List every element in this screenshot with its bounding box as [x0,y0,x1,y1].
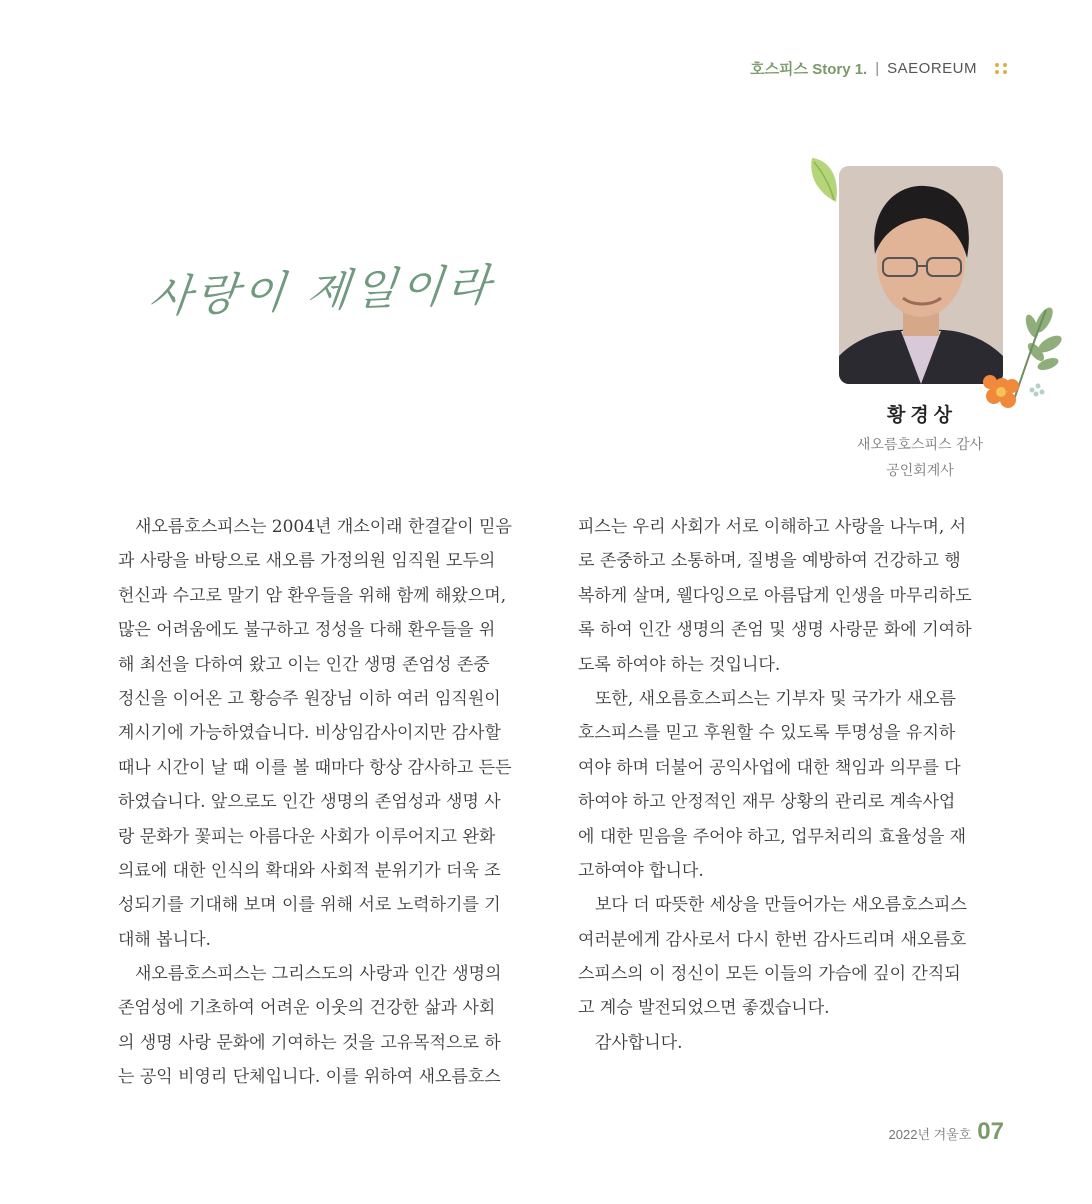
body-column-left [118,510,548,1095]
body-line: 새오름호스피스는 2004년 개소이래 한결같이 믿음 [118,517,512,537]
section-label: 호스피스 Story 1. [750,61,868,78]
body-line: 헌신과 수고로 말기 암 환우들을 위해 함께 해왔으며, [118,585,507,606]
body-line: 는 공익 비영리 단체입니다. 이를 위하여 새오름호스 [118,1067,501,1088]
body-line: 여러분에게 감사로서 다시 한번 감사드리며 새오름호 [578,929,967,950]
body-line: 과 사랑을 바탕으로 새오름 가정의원 임직원 모두의 [118,551,496,572]
body-line: 의 생명 사랑 문화에 기여하는 것을 고유목적으로 하 [118,1032,501,1053]
body-line: 계시기에 가능하였습니다. 비상임감사이지만 감사할 [118,723,501,744]
body-line: 로 존중하고 소통하며, 질병을 예방하여 건강하고 행 [578,551,961,572]
body-line: 때나 시간이 날 때 이를 볼 때마다 항상 감사하고 든든 [118,757,512,778]
issue-label: 2022년 겨울호 [888,1127,972,1142]
body-line: 또한, 새오름호스피스는 기부자 및 국가가 새오름 [578,688,956,709]
body-line: 록 하여 인간 생명의 존엄 및 생명 사랑문 화에 기여하 [578,620,972,641]
profile-photo-area [806,150,1066,410]
author-roles [820,432,1020,484]
body-line: 스피스의 이 정신이 모든 이들의 가슴에 깊이 간직되 [578,964,961,985]
body-line: 감사합니다. [578,1032,683,1053]
flower-decoration-icon [974,300,1066,410]
dots-icon [995,63,1008,74]
body-line: 하여야 하고 안정적인 재무 상황의 관리로 계속사업 [578,792,956,813]
body-line: 의료에 대한 인식의 확대와 사회적 분위기가 더욱 조 [118,860,501,881]
body-line: 새오름호스피스는 그리스도의 사랑과 인간 생명의 [118,964,502,985]
article-title: 사랑이 제일이라 [146,260,497,323]
body-line: 성되기를 기대해 보며 이를 위해 서로 노력하기를 기 [118,895,501,916]
body-column-right [578,510,1008,1060]
page-number: 07 [977,1118,1004,1145]
page-header [750,58,1008,79]
body-line: 호스피스를 믿고 후원할 수 있도록 투명성을 유지하 [578,723,956,744]
body-line: 하였습니다. 앞으로도 인간 생명의 존엄성과 생명 사 [118,792,501,813]
body-line: 정신을 이어온 고 황승주 원장님 이하 여러 임직원이 [118,688,501,709]
author-role-1: 새오름호스피스 감사 [856,437,984,453]
body-line: 고하여야 합니다. [578,860,704,881]
body-line: 에 대한 믿음을 주어야 하고, 업무처리의 효율성을 재 [578,826,967,847]
page-footer [889,1118,1004,1146]
body-line: 여야 하며 더불어 공익사업에 대한 책임과 의무를 다 [578,757,961,778]
brand-label: SAEOREUM [887,60,977,77]
body-line: 랑 문화가 꽃피는 아름다운 사회가 이루어지고 완화 [118,826,496,847]
body-line: 보다 더 따뜻한 세상을 만들어가는 새오름호스피스 [578,895,967,916]
body-line: 대해 봅니다. [118,929,211,950]
body-line: 복하게 살며, 웰다잉으로 아름답게 인생을 마무리하도 [578,585,972,606]
body-line: 도록 하여야 하는 것입니다. [578,654,781,675]
body-line: 존엄성에 기초하여 어려운 이웃의 건강한 삶과 사회 [118,998,496,1019]
body-line: 피스는 우리 사회가 서로 이해하고 사랑을 나누며, 서 [578,517,967,537]
author-role-2: 공인회계사 [886,463,954,479]
body-line: 많은 어려움에도 불구하고 정성을 다해 환우들을 위 [118,620,496,641]
author-name: 황경상 [886,404,958,426]
header-separator: | [875,60,880,77]
body-line: 고 계승 발전되었으면 좋겠습니다. [578,998,830,1019]
body-line: 해 최선을 다하여 왔고 이는 인간 생명 존엄성 존중 [118,654,490,675]
